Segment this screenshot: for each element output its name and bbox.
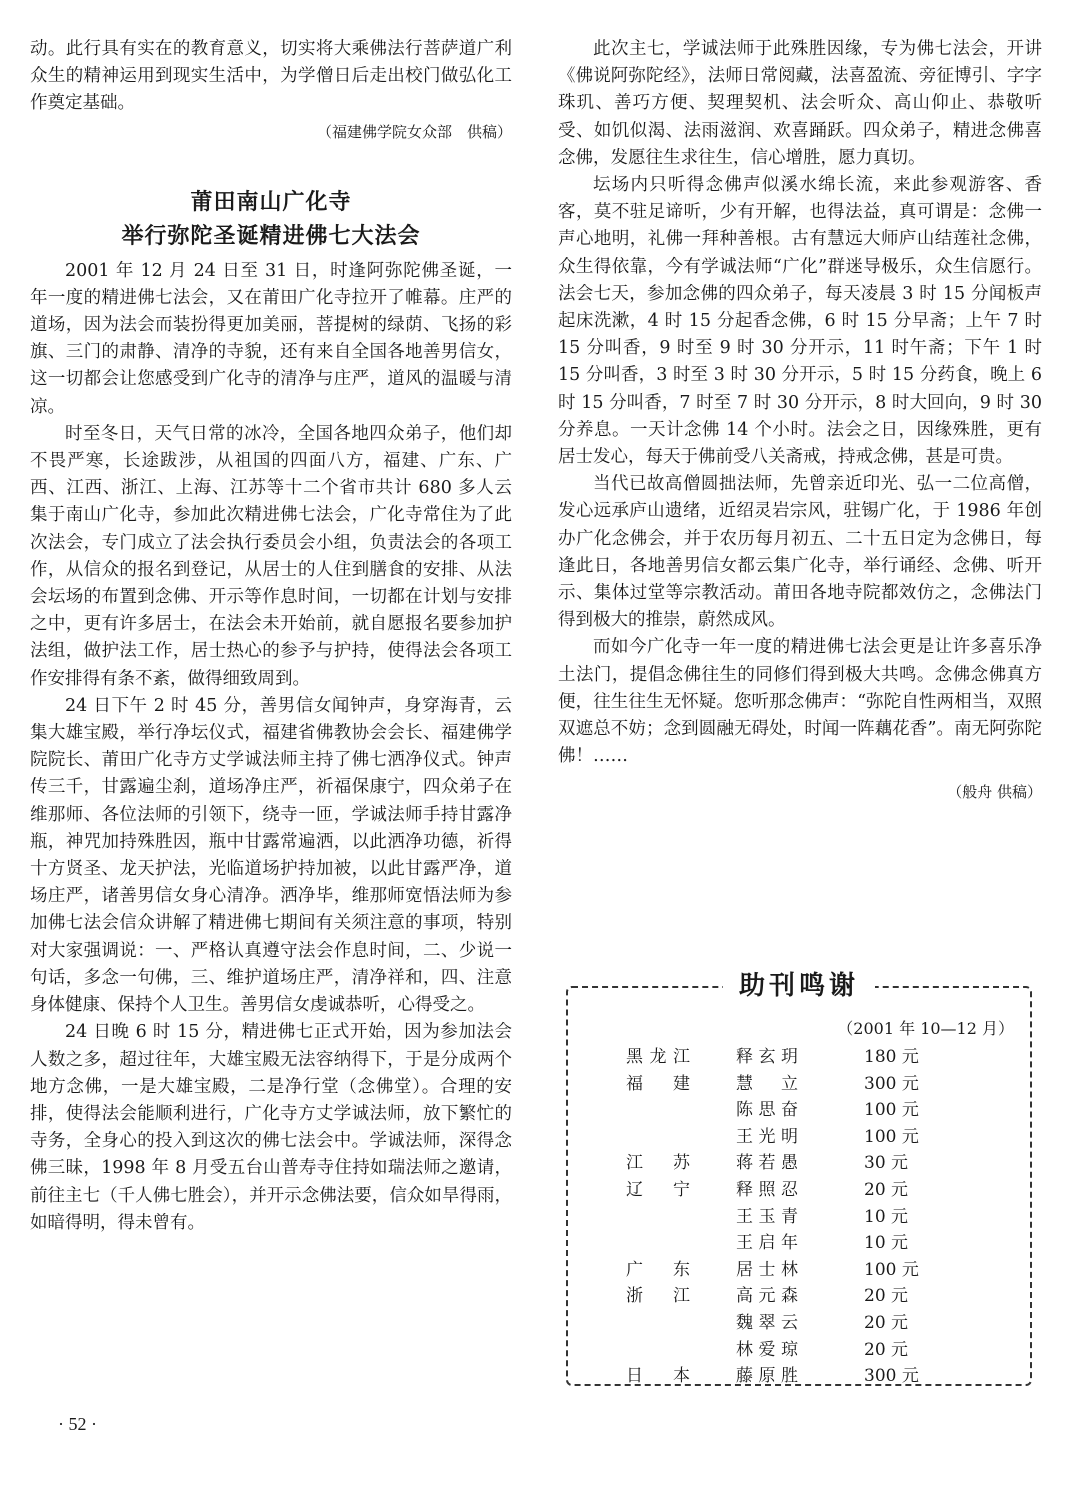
intro-credit: （福建佛学院女众部 供稿） — [316, 122, 512, 141]
donor-row — [568, 1124, 1030, 1151]
article-credit: （般舟 供稿） — [947, 783, 1042, 802]
donor-name: 王光明 — [736, 1126, 798, 1147]
body-paragraph: 时至冬日，天气日常的冰冷，全国各地四众弟子，他们却不畏严寒，长途跋涉，从祖国的四面八方，福建、广东、广西、江西、浙江、上海、江苏等十二个省市共计 680 多人云集于南山广化寺，参加此次精进佛七法会，广化寺常住为了此次法会，专门成立了法会执行委员会小组，负责法会的各项工作，从信众的报名到登记，从居士的人住到膳食的安排、从法会坛场的布置到念佛、开示等作息时间，一切都在计划与安排之中，更有许多居士，在法会未开始前，就自愿报名要参加护法组，做护法工作，居士热心的参予与护持，使得法会各项工作安排得有条不紊，做得细致周到。 — [30, 423, 512, 689]
donor-name: 王玉青 — [736, 1206, 798, 1227]
thanks-title: 助刊鸣谢 — [723, 966, 875, 1006]
donor-province: 辽 宁 — [626, 1179, 690, 1200]
donor-name: 王启年 — [736, 1233, 798, 1254]
donor-amount: 20 元 — [864, 1179, 909, 1200]
donor-name: 释玄玥 — [736, 1047, 798, 1067]
donor-province: 黑龙江 — [626, 1047, 690, 1067]
donor-row — [568, 1310, 1030, 1337]
donor-amount: 100 元 — [864, 1259, 919, 1280]
donor-row — [568, 1283, 1030, 1310]
donor-province: 日 本 — [626, 1366, 690, 1387]
donor-amount: 10 元 — [864, 1206, 909, 1227]
article-title-line1: 莆田南山广化寺 — [190, 189, 352, 215]
donor-amount: 300 元 — [864, 1073, 919, 1094]
donor-name: 陈思奋 — [736, 1100, 798, 1121]
body-paragraph: 当代已故高僧圆拙法师，先曾亲近印光、弘一二位高僧，发心远承庐山遗绪，近绍灵岩宗风，驻锡广化，于 1986 年创办广化念佛会，并于农历每月初五、二十五日定为念佛日，每逢此日，各地善男信女都云集广化寺，举行诵经、念佛、听开示、集体过堂等宗教活动。莆田各地寺院都效仿之，念佛法门得到极大的推崇，蔚然成风。 — [558, 474, 1042, 631]
donor-name: 藤原胜 — [736, 1366, 798, 1387]
right-column — [558, 36, 1042, 804]
body-paragraph: 24 日晚 6 时 15 分，精进佛七正式开始，因为参加法会人数之多，超过往年，大雄宝殿无法容纳得下，于是分成两个地方念佛，一是大雄宝殿，二是净行堂（念佛堂）。合理的安排，使得法会能顺利进行，广化寺方丈学诚法师，放下繁忙的寺务，全身心的投入到这次的佛七法会中。学诚法师，深得念佛三昧，1998 年 8 月受五台山普寿寺住持如瑞法师之邀请，前往主七（千人佛七胜会），并开示念佛法要，信众如旱得雨，如暗得明，得未曾有。 — [30, 1022, 512, 1233]
donor-row — [568, 1071, 1030, 1098]
donor-amount: 300 元 — [864, 1366, 919, 1387]
donor-name: 释照忍 — [736, 1179, 798, 1200]
donor-amount: 20 元 — [864, 1339, 909, 1360]
donor-amount: 100 元 — [864, 1100, 919, 1121]
donor-province: 浙 江 — [626, 1286, 690, 1307]
body-paragraph: 此次主七，学诚法师于此殊胜因缘，专为佛七法会，开讲《佛说阿弥陀经》，法师日常阅藏，法喜盈流、旁征博引、字字珠玑、善巧方便、契理契机、法会听众、高山仰止、恭敬听受、如饥似渴、法雨滋润、欢喜踊跃。四众弟子，精进念佛喜念佛，发愿往生求往生，信心增胜，愿力真切。 — [558, 39, 1042, 168]
donor-name: 蒋若愚 — [736, 1153, 798, 1174]
body-paragraph: 而如今广化寺一年一度的精进佛七法会更是让许多喜乐净土法门，提倡念佛往生的同修们得到极大共鸣。念佛念佛真方便，往生往生无怀疑。您听那念佛声：“弥陀自性两相当，双照双遮总不妨；念到圆融无碍处，时闻一阵藕花香”。南无阿弥陀佛！…… — [558, 637, 1042, 767]
donor-amount: 180 元 — [864, 1047, 919, 1067]
donor-row — [568, 1044, 1030, 1071]
donor-name: 林爱琼 — [736, 1339, 798, 1360]
donor-amount: 30 元 — [864, 1153, 909, 1174]
donor-province: 江 苏 — [626, 1153, 690, 1174]
donor-row — [568, 1363, 1030, 1390]
donor-row — [568, 1097, 1030, 1124]
donor-amount: 10 元 — [864, 1233, 909, 1254]
donor-row — [568, 1177, 1030, 1204]
article-title-line2: 举行弥陀圣诞精进佛七大法会 — [121, 223, 421, 249]
donor-name: 魏翠云 — [736, 1312, 798, 1333]
donor-amount: 20 元 — [864, 1312, 909, 1333]
page-number: · 52 · — [58, 1414, 97, 1434]
donor-row — [568, 1230, 1030, 1257]
thanks-period: （2001 年 10—12 月） — [837, 1019, 1014, 1038]
donor-province: 福 建 — [626, 1073, 690, 1094]
donor-amount: 20 元 — [864, 1286, 909, 1307]
donor-row — [568, 1204, 1030, 1231]
intro-paragraph: 动。此行具有实在的教育意义，切实将大乘佛法行菩萨道广利众生的精神运用到现实生活中，为学僧日后走出校门做弘化工作奠定基础。 — [30, 39, 512, 114]
article-title — [30, 186, 512, 254]
left-column — [30, 36, 512, 1237]
donor-name: 慧 立 — [736, 1073, 798, 1094]
donor-row — [568, 1257, 1030, 1284]
body-paragraph: 坛场内只听得念佛声似溪水绵长流，来此参观游客、香客，莫不驻足谛听，少有开解，也得法益，真可谓是：念佛一声心地明，礼佛一拜种善根。古有慧远大师庐山结莲社念佛，众生得依靠，今有学诚法师“广化”群迷导极乐，众生信愿行。法会七天，参加念佛的四众弟子，每天凌晨 3 时 15 分闻板声起床洗漱，4 时 15 分起香念佛，6 时 15 分早斋；上午 7 时 15 分叫香，9 时至 9 时 30 分开示，11 时午斋；下午 1 时 15 分叫香，3 时至 3 时 30 分开示，5 时 15 分药食，晚上 6 时 15 分叫香，7 时至 7 时 30 分开示，8 时大回向，9 时 30 分养息。一天计念佛 14 个小时。法会之日，因缘殊胜，更有居士发心，每天于佛前受八关斋戒，持戒念佛，甚是可贵。 — [558, 175, 1042, 468]
donor-row — [568, 1150, 1030, 1177]
thanks-box — [566, 971, 1032, 1387]
donor-amount: 100 元 — [864, 1126, 919, 1147]
donor-table — [568, 1044, 1030, 1390]
donor-row — [568, 1337, 1030, 1364]
donor-name: 居士林 — [736, 1259, 798, 1280]
body-paragraph: 2001 年 12 月 24 日至 31 日，时逢阿弥陀佛圣诞，一年一度的精进佛七法会，又在莆田广化寺拉开了帷幕。庄严的道场，因为法会而装扮得更加美丽，菩提树的绿荫、飞扬的彩旗、三门的肃静、清净的寺貌，还有来自全国各地善男信女，这一切都会让您感受到广化寺的清净与庄严，道风的温暖与清凉。 — [30, 260, 512, 417]
donor-name: 高元森 — [736, 1286, 798, 1307]
body-paragraph: 24 日下午 2 时 45 分，善男信女闻钟声，身穿海青，云集大雄宝殿，举行净坛仪式，福建省佛教协会会长、福建佛学院院长、莆田广化寺方丈学诚法师主持了佛七洒净仪式。钟声传三千，甘露遍尘刹，道场净庄严，祈福保康宁，四众弟子在维那师、各位法师的引领下，绕寺一匝，学诚法师手持甘露净瓶，神咒加持殊胜因，瓶中甘露常遍洒，以此洒净功德，祈得十方贤圣、龙天护法，光临道场护持加被，以此甘露严净，道场庄严，诸善男信女身心清净。洒净毕，维那师宽悟法师为参加佛七法会信众讲解了精进佛七期间有关须注意的事项，特别对大家强调说：一、严格认真遵守法会作息时间，二、少说一句话，多念一句佛，三、维护道场庄严，清净祥和，四、注意身体健康、保持个人卫生。善男信女虔诚恭听，心得受之。 — [30, 695, 512, 1016]
donor-province: 广 东 — [626, 1259, 690, 1280]
